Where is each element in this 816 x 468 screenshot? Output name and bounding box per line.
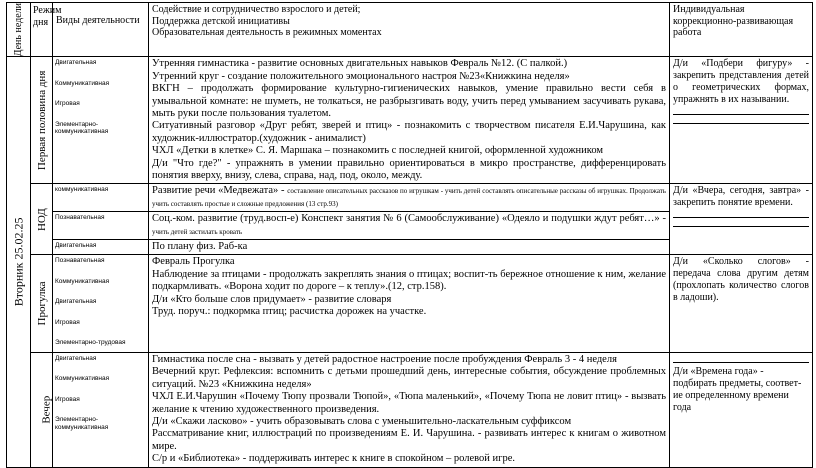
nod-main-text: Развитие речи «Медвежата» - <box>152 185 285 197</box>
individual-text: Д/и «Времена года» - подбирать предметы, соответ-ие определенному времени года <box>673 365 802 413</box>
mode-nod: НОД <box>31 184 53 255</box>
rule-line <box>673 357 809 363</box>
content-line: Вечерний круг. Рефлексия: вспомнить с детьми прошедший день, интересные события, обсуждение проблемных ситуаций. №23 «Книжкина неделя» <box>152 366 666 390</box>
rule-line <box>673 221 809 227</box>
content-line: Д/и «Скажи ласково» - учить образовывать слова с уменьшительно-ласкательным суффиксом <box>152 415 572 427</box>
nod-small-text: учить детей застилать кровать <box>152 227 243 236</box>
content-nod-1 <box>149 184 670 212</box>
mode-evening: Вечер <box>31 352 53 467</box>
plan-table <box>6 2 813 468</box>
content-nod-2 <box>149 212 670 240</box>
kind-item: Игровая <box>55 318 80 326</box>
kinds-walk <box>53 255 149 353</box>
content-line: Рассматривание книг, иллюстраций по произведениям Е. И. Чарушина. - развивать интерес к книгам о животном мире. <box>152 428 666 452</box>
header-kinds: Виды деятельности <box>53 3 149 57</box>
mode-morning: Первая половина дня <box>31 57 53 184</box>
nod-row-1 <box>7 184 813 212</box>
nod-main-text: По плану физ. Раб-ка <box>152 241 248 253</box>
mode-walk: Прогулка <box>31 255 53 353</box>
kind-item: Игровая <box>55 100 80 108</box>
content-line: Д/и "Что где?" - упражнять в умении правильно ориентироваться в микро пространстве, дифференцировать понятия вверху, внизу, слева, справа, над, под, около, между. <box>152 157 666 181</box>
morning-row <box>7 57 813 184</box>
individual-text: Д/и «Сколько слогов» - передача слова другим детям (прохлопать количество слогов в ладоши). <box>673 256 809 304</box>
kinds-evening <box>53 352 149 467</box>
content-line: Утренняя гимнастика - развитие основных двигательных навыков Февраль №12. (С палкой.) <box>152 58 568 70</box>
individual-walk <box>670 255 813 353</box>
rule-line <box>673 212 809 218</box>
kind-item: Коммуникативная <box>55 79 110 87</box>
kind-item: Коммуникативная <box>55 375 110 383</box>
content-line: Д/и «Кто больше слов придумает» - развитие словаря <box>152 293 392 305</box>
header-main-line: Поддержка детской инициативы <box>152 15 290 27</box>
nod-main-text: Соц.-ком. развитие (труд.восп-е) Конспект занятия № 6 (Самообслуживание) «Одеяло и подушки ждут ребят…» - <box>152 213 666 225</box>
evening-row <box>7 352 813 467</box>
content-line: ЧХЛ «Детки в клетке» С. Я. Маршака – познакомить с последней книгой, оформленной художником <box>152 145 604 157</box>
rule-line <box>673 109 809 115</box>
content-line: Февраль Прогулка <box>152 256 235 268</box>
content-nod-3 <box>149 240 670 255</box>
content-walk <box>149 255 670 353</box>
individual-nod <box>670 184 813 255</box>
content-line: Наблюдение за птицами - продолжать закреплять знания о птицах; воспит-ть бережное отношение к ним, желание подкармливать. «Ворона ходит по дороге – к теплу».(12, стр.158). <box>152 268 666 293</box>
header-row <box>7 3 813 57</box>
individual-evening <box>670 352 813 467</box>
header-mode: Режим дня <box>31 3 53 57</box>
content-line: Ситуативный разговор «Друг ребят, зверей и птиц» - познакомить с творчеством писателя Е.И.Чарушина, как художник-иллюстратор.(художник - анималист) <box>152 120 666 144</box>
header-day-week: День недели <box>7 3 31 57</box>
content-line: Труд. поруч.: подкормка птиц; расчистка дорожек на участке. <box>152 306 427 318</box>
kind-item: Двигательная <box>55 59 97 67</box>
kind-item: Элементарно-коммуникативная <box>55 120 109 136</box>
walk-row <box>7 255 813 353</box>
day-label: Вторник 25.02.25 <box>7 57 31 467</box>
header-individual: Индивидуальная коррекционно-развивающая работа <box>670 3 813 57</box>
individual-text: Д/и «Подбери фигуру» - закрепить представления детей о геометрических формах, упражнять в их назывании. <box>673 58 809 106</box>
kind-item: Игровая <box>55 395 80 403</box>
kind-item: Коммуникативная <box>55 277 110 285</box>
content-line: Гимнастика после сна - вызвать у детей радостное настроение после пробуждения Февраль 3 - 4 неделя <box>152 353 617 365</box>
content-line: ВКГН – продолжать формирование культурно-гигиенических навыков, умение правильно вести себя в умывальной комнате: не шуметь, не толкаться, не разбрызгивать воду, учить перед умыванием засучивать рукава, мыть руки после пользования туалетом. <box>152 83 666 119</box>
kind-item: Познавательная <box>55 257 105 265</box>
content-evening <box>149 352 670 467</box>
kind-nod-3: Двигательная <box>53 240 149 255</box>
header-main <box>149 3 670 57</box>
content-morning <box>149 57 670 184</box>
individual-text: Д/и «Вчера, сегодня, завтра» - закрепить понятие времени. <box>673 185 809 209</box>
kind-item: Двигательная <box>55 354 97 362</box>
header-main-line: Образовательная деятельность в режимных моментах <box>152 27 382 38</box>
content-line: ЧХЛ Е.И.Чарушин «Почему Тюпу прозвали Тюпой», «Тюпа маленький», «Почему Тюпа не ловит птиц» - вызвать желание к чтению художественного произведения. <box>152 391 666 415</box>
kind-nod-1: коммуникативная <box>53 184 149 212</box>
header-main-line: Содействие и сотрудничество взрослого и детей; <box>152 4 361 15</box>
individual-morning <box>670 57 813 184</box>
kind-item: Элементарно-трудовая <box>55 339 126 347</box>
kind-item: Элементарно-коммуникативная <box>55 416 109 431</box>
kind-item: Двигательная <box>55 298 97 306</box>
rule-line <box>673 118 809 124</box>
kind-nod-2: Познавательная <box>53 212 149 240</box>
nod-small-text: составление описательных рассказов по игрушкам - учить детей составлять описательные рассказы об игрушках. Продолжать учить составлять простые и сложные предложения (13 стр.93) <box>152 187 666 208</box>
content-line: С/р и «Библиотека» - поддерживать интерес к книге в спокойном – ролевой игре. <box>152 453 516 465</box>
kinds-morning <box>53 57 149 184</box>
content-line: Утренний круг - создание положительного эмоционального настроя №23«Книжкина неделя» <box>152 70 570 82</box>
